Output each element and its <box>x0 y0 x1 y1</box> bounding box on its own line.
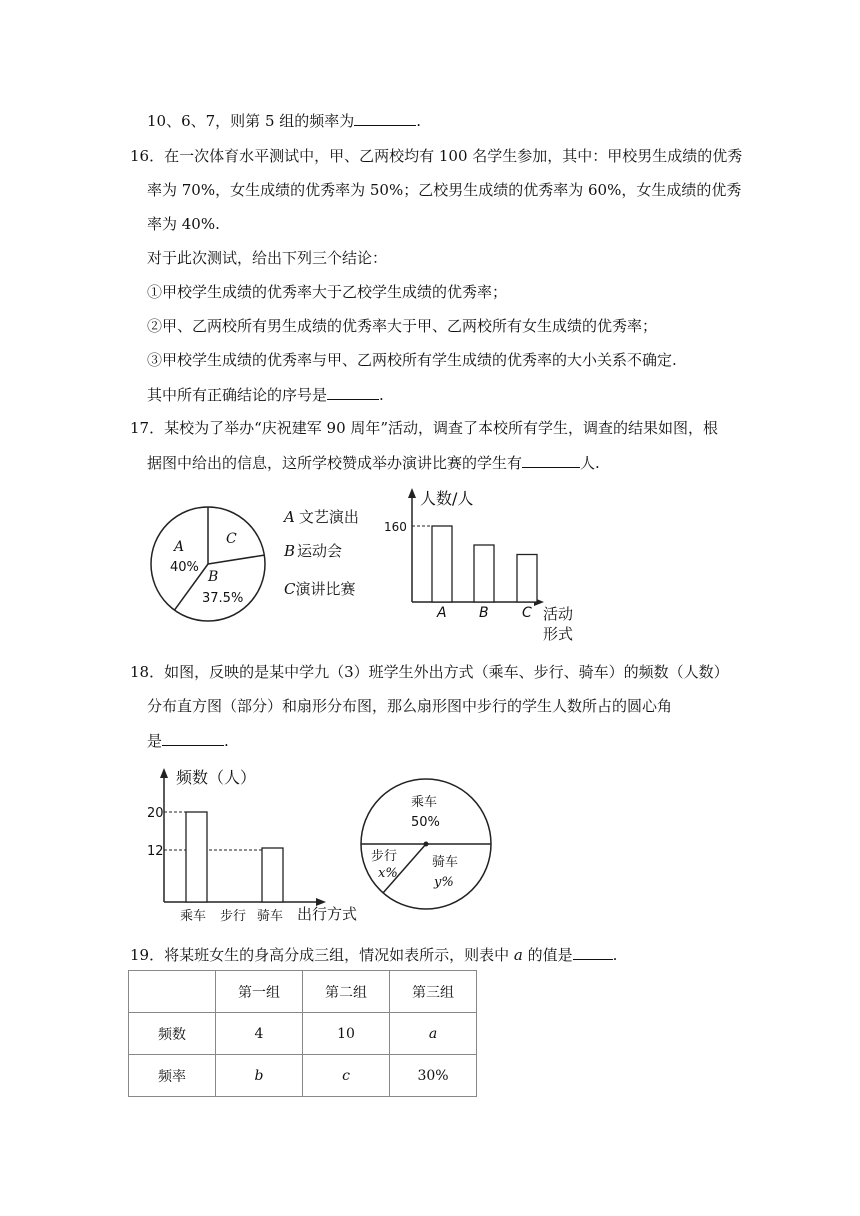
q15-line <box>147 110 421 131</box>
table-cell: 30% <box>390 1055 477 1097</box>
pie-label-bus: 乘车 <box>411 795 438 810</box>
y-axis-label: 频数（人） <box>176 768 257 787</box>
table-row <box>129 1055 477 1097</box>
table-cell: 频数 <box>129 1013 216 1055</box>
q16-end: . <box>379 386 384 404</box>
y-axis-arrow <box>160 768 168 778</box>
legend-b: B 运动会 <box>284 542 343 560</box>
y-axis-label: 人数/人 <box>420 489 474 508</box>
table-header-cell <box>129 971 216 1013</box>
q19-var: a <box>513 946 523 964</box>
q18-line-3 <box>147 730 229 751</box>
pie-value-walk: x% <box>378 866 398 881</box>
q16-line-8 <box>147 384 384 405</box>
q19-line-1 <box>130 944 617 965</box>
x-tick-label: 骑车 <box>257 909 284 924</box>
table-row <box>129 1013 477 1055</box>
pie-value-bike: y% <box>434 875 454 890</box>
q15-end: . <box>416 112 422 130</box>
y-tick-160: 160 <box>384 520 407 534</box>
bar-c <box>517 555 537 603</box>
fig17-pie-figure <box>140 492 380 632</box>
q16-conclusion-2: ②甲、乙两校所有男生成绩的优秀率大于甲、乙两校所有女生成绩的优秀率； <box>147 317 658 335</box>
x-tick-label: A <box>437 605 447 621</box>
y-tick-20: 20 <box>147 806 164 821</box>
pie-value-a: 40% <box>170 560 199 575</box>
answer-blank <box>327 384 379 400</box>
pie-label-a: A <box>174 539 185 555</box>
q17-prompt: 据图中给出的信息，这所学校赞成举办演讲比赛的学生有 <box>147 454 523 472</box>
x-tick-label: B <box>479 605 489 621</box>
q18-line-2: 分布直方图（部分）和扇形分布图，那么扇形图中步行的学生人数所占的圆心角 <box>147 697 673 715</box>
bar-a <box>432 526 452 602</box>
q17-line-1: 17．某校为了举办“庆祝建军 90 周年”活动，调查了本校所有学生，调查的结果如图，根 <box>130 419 719 437</box>
q16-prompt: 其中所有正确结论的序号是 <box>147 386 328 404</box>
x-tick-label: 乘车 <box>180 909 207 924</box>
table-cell: 4 <box>216 1013 303 1055</box>
bar-2 <box>262 848 283 902</box>
q17-line-2 <box>147 452 600 473</box>
legend-c: C演讲比赛 <box>284 580 356 598</box>
pie-center <box>424 842 429 847</box>
q19-end: . <box>612 946 618 964</box>
table-header-row <box>129 971 477 1013</box>
pie-value-b: 37.5% <box>202 591 244 606</box>
x-axis-label-1: 活动 <box>543 605 574 623</box>
pie-label-walk: 步行 <box>371 849 398 864</box>
pie-slice-boundary <box>208 555 264 564</box>
bar-0 <box>186 812 207 902</box>
q18-prompt: 是 <box>147 732 163 750</box>
y-axis-arrow <box>408 488 416 498</box>
table-header-cell: 第二组 <box>303 971 390 1013</box>
q18-end: . <box>224 732 229 750</box>
q19-prompt-a: 19．将某班女生的身高分成三组，情况如表所示，则表中 <box>130 946 514 964</box>
table-cell: b <box>216 1055 303 1097</box>
table-cell: c <box>303 1055 390 1097</box>
x-tick-label: C <box>522 605 532 621</box>
x-axis-label: 出行方式 <box>297 905 358 923</box>
fig17-bar-chart <box>384 486 600 646</box>
answer-blank <box>354 110 416 126</box>
table-cell: 频率 <box>129 1055 216 1097</box>
pie-label-bike: 骑车 <box>432 855 459 870</box>
pie-value-bus: 50% <box>411 815 440 830</box>
answer-blank <box>573 944 613 960</box>
q16-line-4: 对于此次测试，给出下列三个结论： <box>147 249 388 267</box>
q17-end: 人. <box>580 454 600 472</box>
q16-conclusion-1: ①甲校学生成绩的优秀率大于乙校学生成绩的优秀率； <box>147 283 508 301</box>
frequency-table <box>128 970 477 1097</box>
q18-line-1: 18．如图，反映的是某中学九（3）班学生外出方式（乘车、步行、骑车）的频数（人数） <box>130 663 729 681</box>
legend-a: A 文艺演出 <box>284 508 359 526</box>
q16-conclusion-3: ③甲校学生成绩的优秀率与甲、乙两校所有学生成绩的优秀率的大小关系不确定. <box>147 351 677 369</box>
pie-label-b: B <box>208 569 219 585</box>
pie-label-c: C <box>226 531 237 547</box>
answer-blank <box>522 452 580 468</box>
table-header-cell: 第一组 <box>216 971 303 1013</box>
table-header-cell: 第三组 <box>390 971 477 1013</box>
x-axis-label-2: 形式 <box>543 625 574 643</box>
answer-blank <box>162 730 224 746</box>
x-tick-label: 步行 <box>220 909 247 924</box>
q16-line-2: 率为 70%，女生成绩的优秀率为 50%；乙校男生成绩的优秀率为 60%，女生成绩的优秀 <box>147 181 742 199</box>
q19-prompt-b: 的值是 <box>522 946 573 964</box>
q16-line-3: 率为 40%. <box>147 215 220 233</box>
bar-b <box>474 545 494 602</box>
table-cell: 10 <box>303 1013 390 1055</box>
q15-text: 10、6、7，则第 5 组的频率为 <box>147 112 355 130</box>
fig18-bar-chart <box>140 764 365 934</box>
q16-line-1: 16．在一次体育水平测试中，甲、乙两校均有 100 名学生参加，其中：甲校男生成绩的优秀 <box>130 147 743 165</box>
fig18-pie-chart <box>356 774 496 914</box>
y-tick-12: 12 <box>147 844 164 859</box>
table-cell: a <box>390 1013 477 1055</box>
